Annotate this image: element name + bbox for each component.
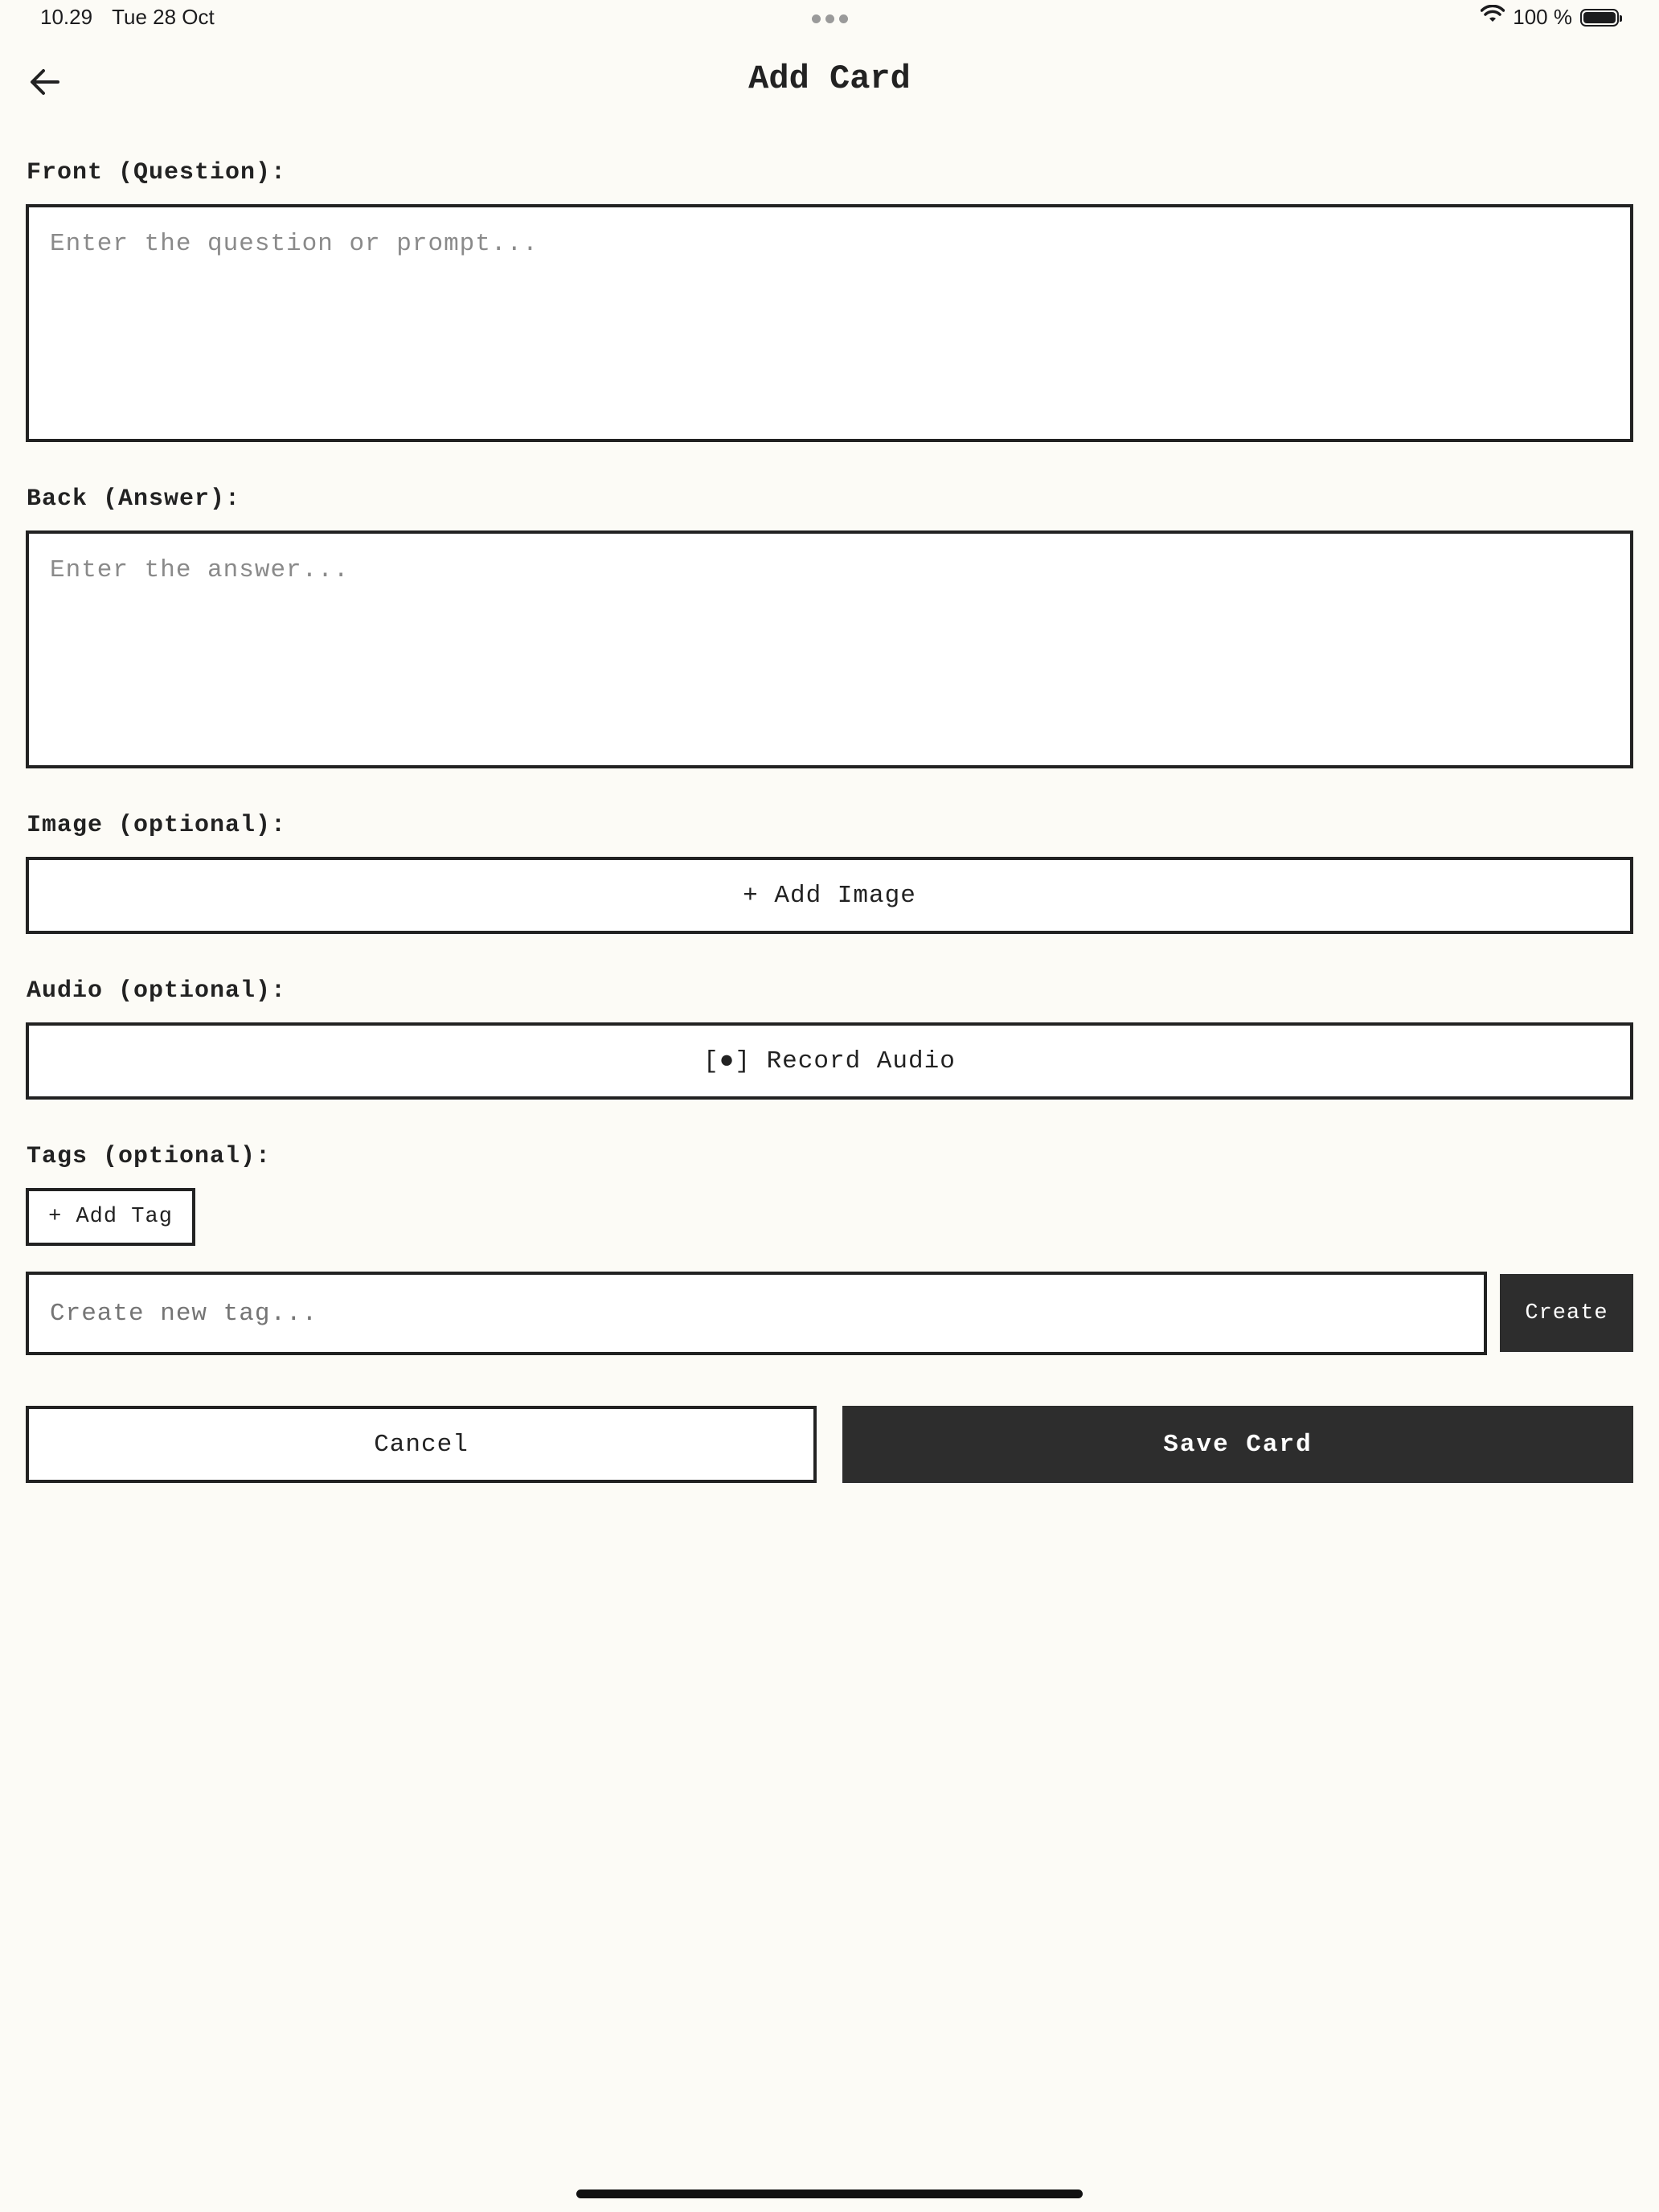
add-tag-button[interactable]: + Add Tag	[26, 1188, 195, 1246]
dot-icon	[825, 14, 834, 23]
battery-percent: 100 %	[1513, 5, 1572, 29]
clock: 10.29	[40, 5, 93, 29]
tags-label: Tags (optional):	[27, 1143, 272, 1170]
add-image-button[interactable]: + Add Image	[26, 857, 1633, 934]
front-question-input[interactable]	[26, 204, 1633, 442]
multitasking-menu[interactable]	[812, 14, 848, 23]
record-audio-button[interactable]: [●] Record Audio	[26, 1022, 1633, 1100]
back-label: Back (Answer):	[27, 485, 241, 513]
image-label: Image (optional):	[27, 812, 287, 839]
status-bar-right	[1481, 5, 1619, 30]
battery-icon	[1580, 9, 1619, 27]
wifi-icon	[1481, 5, 1505, 30]
cancel-button[interactable]: Cancel	[26, 1406, 817, 1483]
new-tag-input[interactable]	[26, 1272, 1487, 1355]
save-card-button[interactable]: Save Card	[842, 1406, 1633, 1483]
date: Tue 28 Oct	[112, 5, 215, 29]
audio-label: Audio (optional):	[27, 977, 287, 1005]
dot-icon	[812, 14, 821, 23]
create-tag-button[interactable]: Create	[1500, 1274, 1633, 1352]
battery-level	[1583, 12, 1616, 23]
dot-icon	[839, 14, 848, 23]
home-indicator[interactable]	[576, 2189, 1083, 2198]
back-answer-input[interactable]	[26, 530, 1633, 768]
front-label: Front (Question):	[27, 159, 287, 186]
page-title: Add Card	[748, 59, 911, 98]
status-bar-time	[40, 5, 234, 30]
